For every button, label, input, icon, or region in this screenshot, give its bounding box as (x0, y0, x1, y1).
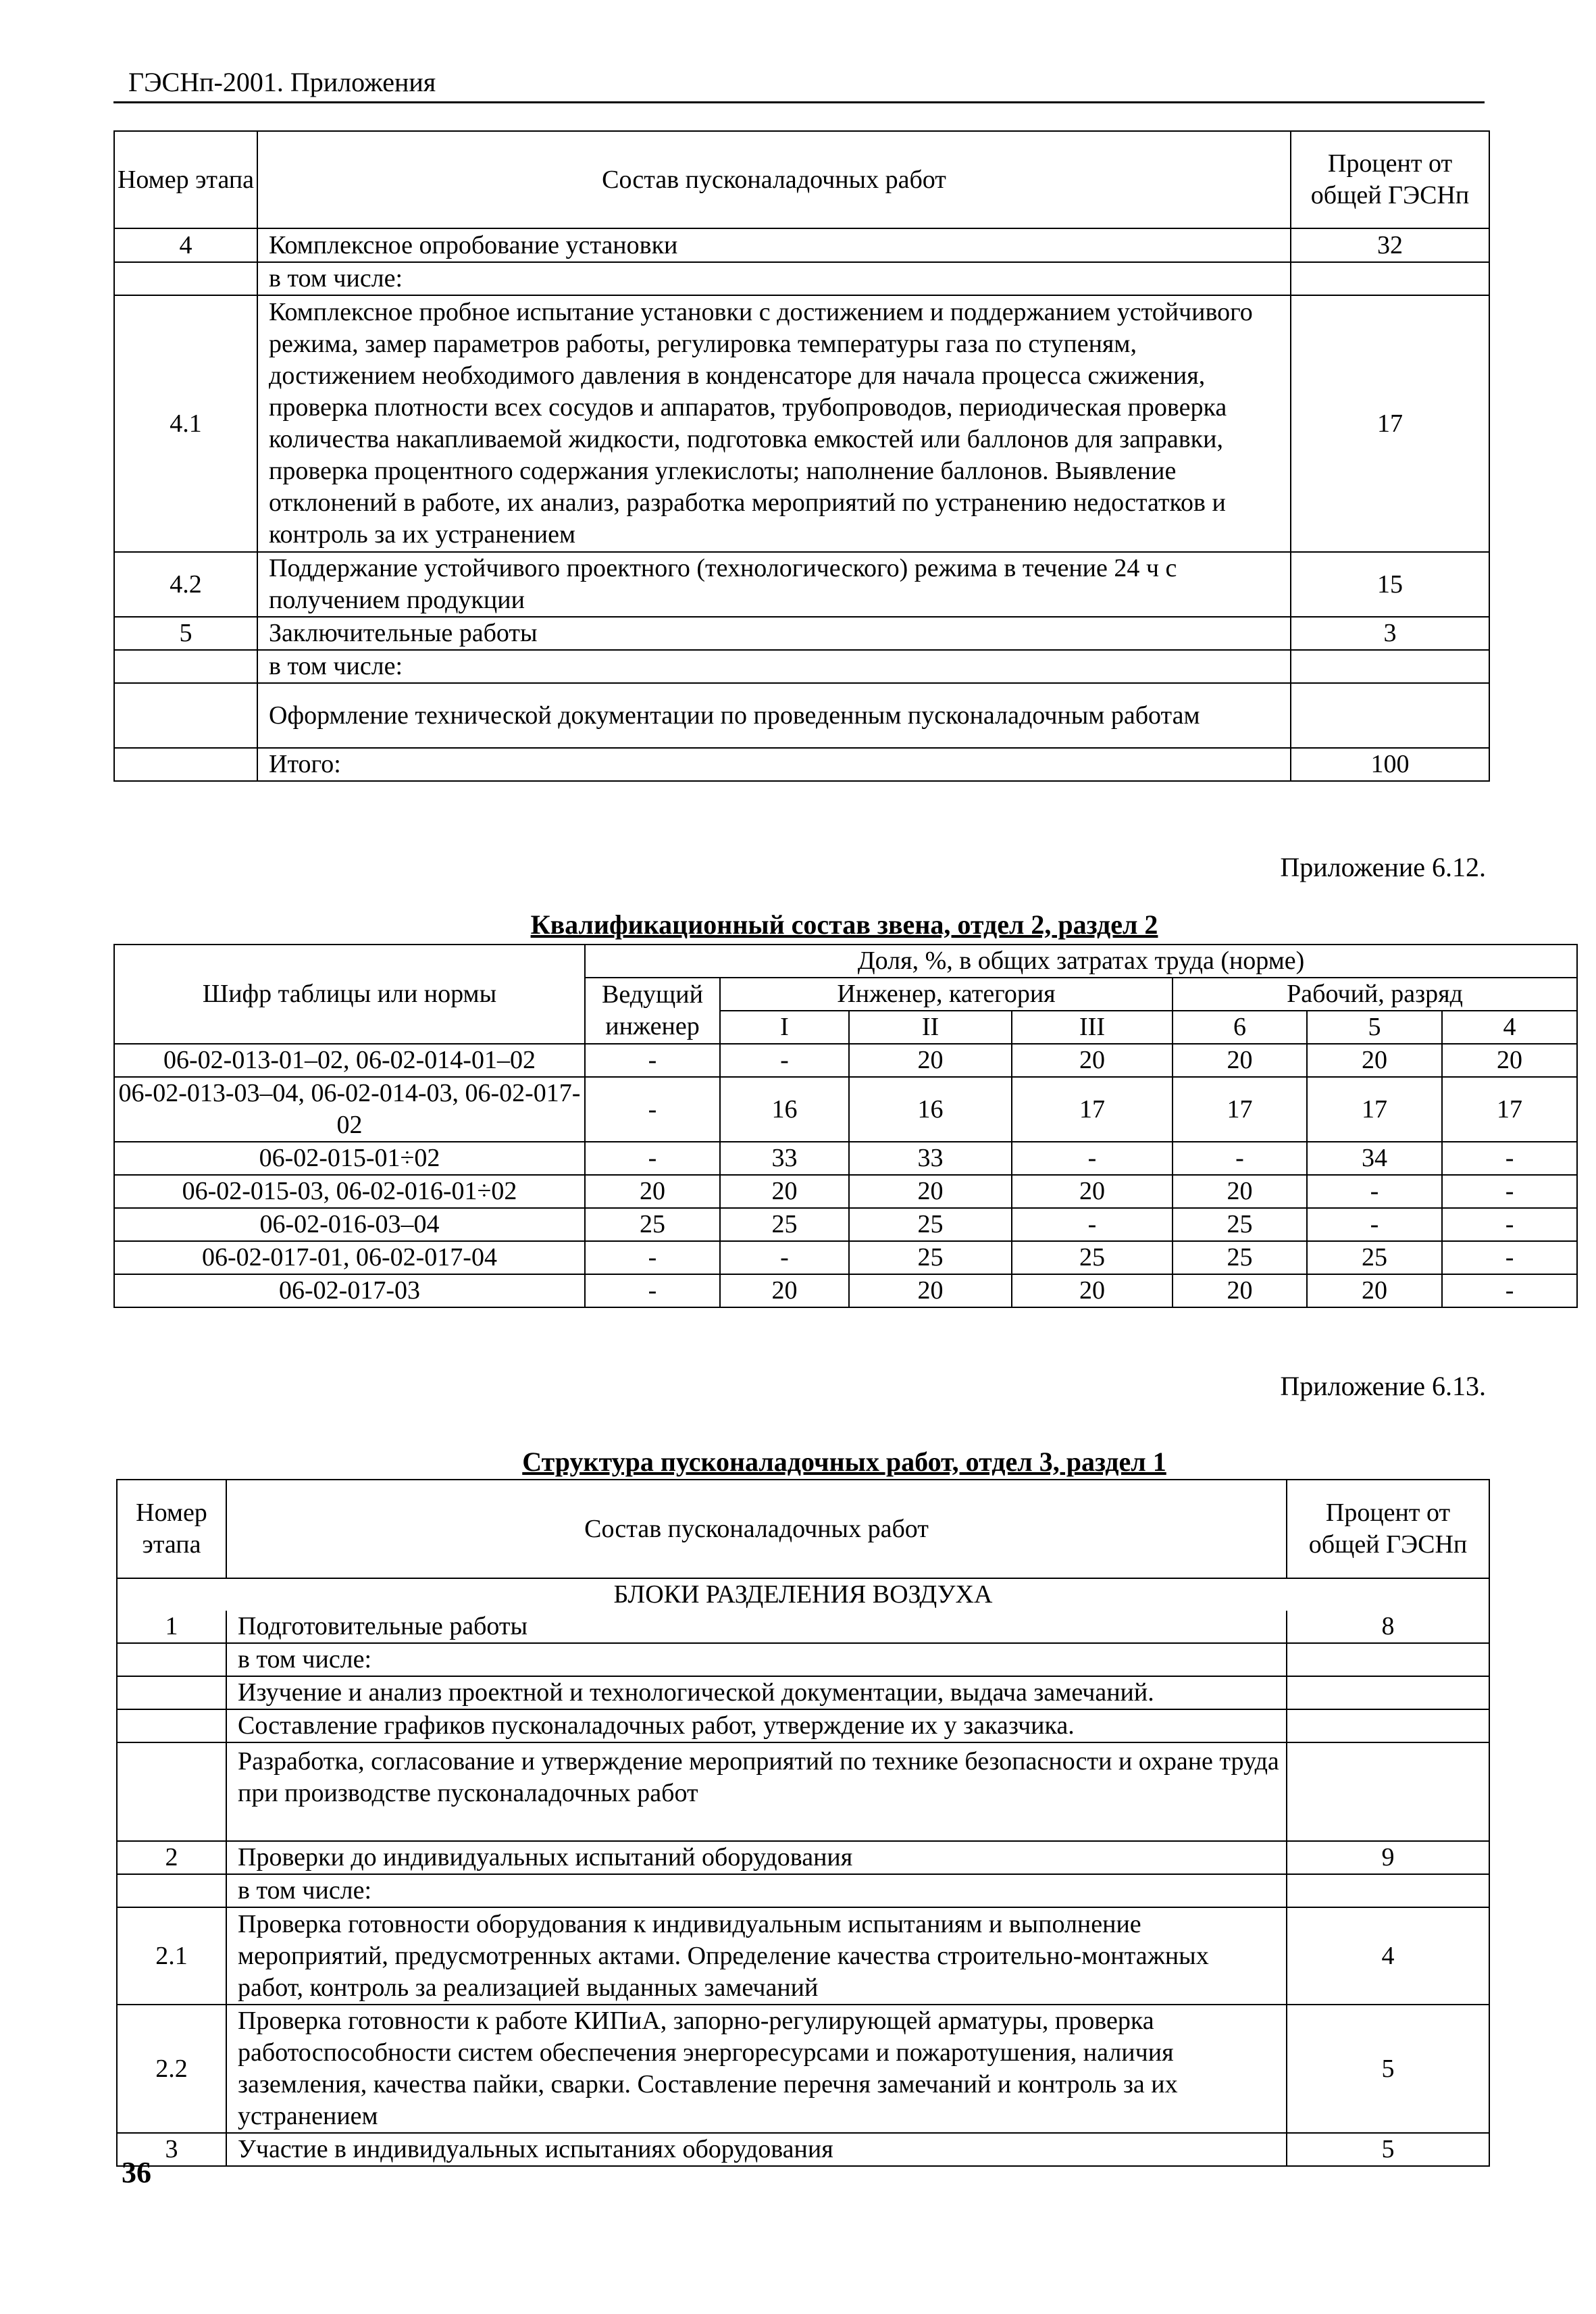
table-cell: - (720, 1044, 849, 1077)
col-header-worker-grade: Рабочий, разряд (1173, 978, 1577, 1011)
stage-number (114, 650, 257, 683)
page-number: 36 (122, 2156, 151, 2189)
stage-percent: 4 (1287, 1907, 1489, 2005)
table-cell: - (1012, 1142, 1173, 1175)
stage-composition: Поддержание устойчивого проектного (технологического) режима в течение 24 ч с получением продукции (257, 552, 1291, 617)
stage-percent (1287, 1676, 1489, 1709)
table-cell: - (1307, 1208, 1442, 1241)
table-cell: 20 (1173, 1274, 1307, 1307)
table-cell: 20 (849, 1274, 1012, 1307)
stage-composition: Составление графиков пусконаладочных работ, утверждение их у заказчика. (226, 1709, 1287, 1742)
stage-number (117, 1676, 226, 1709)
stage-percent: 17 (1291, 295, 1489, 552)
table-cell: - (585, 1044, 720, 1077)
table-cell: - (585, 1274, 720, 1307)
table-cell: 25 (1173, 1208, 1307, 1241)
stage-composition: в том числе: (257, 262, 1291, 295)
stage-percent (1291, 262, 1489, 295)
col-header-code: Шифр таблицы или нормы (114, 945, 585, 1044)
table-cell: 33 (849, 1142, 1012, 1175)
table-cell: - (720, 1241, 849, 1274)
table-cell: 25 (1012, 1241, 1173, 1274)
col-header-engineer-category: Инженер, категория (720, 978, 1173, 1011)
norm-code: 06-02-016-03–04 (114, 1208, 585, 1241)
stage-composition: Заключительные работы (257, 617, 1291, 650)
col-header-composition: Состав пусконаладочных работ (257, 131, 1291, 228)
norm-code: 06-02-013-03–04, 06-02-014-03, 06-02-017-02 (114, 1077, 585, 1142)
qualification-table (113, 944, 1578, 1308)
norm-code: 06-02-017-01, 06-02-017-04 (114, 1241, 585, 1274)
stage-number: 4 (114, 228, 257, 262)
stage-percent: 32 (1291, 228, 1489, 262)
stage-number: 2.2 (117, 2005, 226, 2133)
stage-percent (1291, 683, 1489, 748)
col-header-stage-number: Номер этапа (117, 1480, 226, 1578)
stage-composition: Подготовительные работы (226, 1611, 1287, 1643)
table-caption: Квалификационный состав звена, отдел 2, раздел 2 (530, 909, 1158, 940)
stage-number (117, 1742, 226, 1841)
col-header-sub: 6 (1173, 1011, 1307, 1044)
table-cell: 17 (1012, 1077, 1173, 1142)
table-cell: 25 (1173, 1241, 1307, 1274)
stage-number (117, 1643, 226, 1676)
stage-number: 2.1 (117, 1907, 226, 2005)
stage-number (117, 1874, 226, 1907)
table-cell: - (1012, 1208, 1173, 1241)
header-rule (113, 101, 1485, 103)
stage-percent (1287, 1709, 1489, 1742)
table-cell: 20 (1012, 1274, 1173, 1307)
table-cell: 20 (720, 1175, 849, 1208)
stages-table-1 (113, 130, 1490, 782)
stage-percent: 5 (1287, 2005, 1489, 2133)
table-cell: - (585, 1077, 720, 1142)
table-cell: 33 (720, 1142, 849, 1175)
appendix-label-6-12: Приложение 6.12. (1280, 852, 1486, 882)
stage-composition: Разработка, согласование и утверждение мероприятий по технике безопасности и охране труда при производстве пусконаладочных работ (226, 1742, 1287, 1841)
col-header-percent: Процент от общей ГЭСНп (1287, 1480, 1489, 1578)
norm-code: 06-02-015-01÷02 (114, 1142, 585, 1175)
stage-percent (1291, 650, 1489, 683)
col-header-sub: 5 (1307, 1011, 1442, 1044)
table-cell: 17 (1442, 1077, 1577, 1142)
norm-code: 06-02-017-03 (114, 1274, 585, 1307)
table-cell: 25 (585, 1208, 720, 1241)
stage-number (114, 262, 257, 295)
table-cell: 20 (585, 1175, 720, 1208)
table-cell: 20 (1173, 1175, 1307, 1208)
stage-number (114, 683, 257, 748)
stage-number (117, 1709, 226, 1742)
stage-percent (1287, 1643, 1489, 1676)
total-percent: 100 (1291, 748, 1489, 781)
stage-composition: Комплексное пробное испытание установки с достижением и поддержанием устойчивого режима, замер параметров работы, регулировка температуры газа по ступеням, достижением необходимого давления в конденсаторе для начала процесса сжижения, проверка плотности всех сосудов и аппаратов, трубопроводов, периодическая проверка количества накапливаемой жидкости, подготовка емкостей или баллонов для заправки, проверка процентного содержания углекислоты; наполнение баллонов. Выявление отклонений в работе, их анализ, разработка мероприятий по устранению недостатков и контроль за их устранением (257, 295, 1291, 552)
stage-percent: 15 (1291, 552, 1489, 617)
table-cell: 20 (1173, 1044, 1307, 1077)
table-cell: 17 (1307, 1077, 1442, 1142)
norm-code: 06-02-013-01–02, 06-02-014-01–02 (114, 1044, 585, 1077)
stage-composition: Проверки до индивидуальных испытаний оборудования (226, 1841, 1287, 1874)
col-header-stage-number: Номер этапа (114, 131, 257, 228)
stage-percent: 9 (1287, 1841, 1489, 1874)
table-cell: 16 (849, 1077, 1012, 1142)
stage-composition: в том числе: (257, 650, 1291, 683)
stage-number: 2 (117, 1841, 226, 1874)
stage-number: 4.1 (114, 295, 257, 552)
col-header-sub: III (1012, 1011, 1173, 1044)
stage-percent: 3 (1291, 617, 1489, 650)
table-cell: - (1442, 1241, 1577, 1274)
table-cell: 25 (720, 1208, 849, 1241)
stage-number: 3 (117, 2133, 226, 2166)
table-cell: 17 (1173, 1077, 1307, 1142)
col-header-sub: 4 (1442, 1011, 1577, 1044)
table-cell: - (1442, 1208, 1577, 1241)
stage-composition: Изучение и анализ проектной и технологической документации, выдача замечаний. (226, 1676, 1287, 1709)
norm-code: 06-02-015-03, 06-02-016-01÷02 (114, 1175, 585, 1208)
table-cell: - (1307, 1175, 1442, 1208)
stage-composition: Проверка готовности оборудования к индивидуальным испытаниям и выполнение мероприятий, предусмотренных актами. Определение качества строительно-монтажных работ, контроль за реализацией выданных замечаний (226, 1907, 1287, 2005)
table-cell: - (1173, 1142, 1307, 1175)
col-header-sub: I (720, 1011, 849, 1044)
stage-composition: в том числе: (226, 1643, 1287, 1676)
table-cell: 25 (849, 1208, 1012, 1241)
table-cell: 25 (849, 1241, 1012, 1274)
stage-number: 1 (117, 1611, 226, 1643)
stage-percent: 8 (1287, 1611, 1489, 1643)
table-cell: 20 (1012, 1044, 1173, 1077)
table-cell: 20 (1012, 1175, 1173, 1208)
stage-composition: Оформление технической документации по проведенным пусконаладочным работам (257, 683, 1291, 748)
table-cell: - (1442, 1274, 1577, 1307)
table-cell: 20 (1442, 1044, 1577, 1077)
section-heading: БЛОКИ РАЗДЕЛЕНИЯ ВОЗДУХА (117, 1578, 1489, 1611)
col-header-percent: Процент от общей ГЭСНп (1291, 131, 1489, 228)
total-label: Итого: (257, 748, 1291, 781)
stage-number: 5 (114, 617, 257, 650)
table-cell: 20 (1307, 1274, 1442, 1307)
table-cell: 20 (849, 1175, 1012, 1208)
running-header: ГЭСНп-2001. Приложения (128, 67, 436, 97)
stage-composition: в том числе: (226, 1874, 1287, 1907)
table-cell: 34 (1307, 1142, 1442, 1175)
table-cell: 20 (849, 1044, 1012, 1077)
appendix-label-6-13: Приложение 6.13. (1280, 1371, 1486, 1401)
stage-composition: Участие в индивидуальных испытаниях оборудования (226, 2133, 1287, 2166)
stage-percent (1287, 1742, 1489, 1841)
col-header-composition: Состав пусконаладочных работ (226, 1480, 1287, 1578)
col-header-sub: II (849, 1011, 1012, 1044)
table-caption: Структура пусконаладочных работ, отдел 3, раздел 1 (522, 1447, 1166, 1477)
table-cell: 20 (720, 1274, 849, 1307)
stages-table-3 (116, 1479, 1490, 2167)
col-header-labor-share: Доля, %, в общих затратах труда (норме) (585, 945, 1577, 978)
stage-composition: Комплексное опробование установки (257, 228, 1291, 262)
stage-number: 4.2 (114, 552, 257, 617)
stage-percent (1287, 1874, 1489, 1907)
stage-composition: Проверка готовности к работе КИПиА, запорно-регулирующей арматуры, проверка работоспособности систем обеспечения энергоресурсами и пожаротушения, наличия заземления, качества пайки, сварки. Составление перечня замечаний и контроль за их устранением (226, 2005, 1287, 2133)
table-cell: - (1442, 1142, 1577, 1175)
table-cell: - (1442, 1175, 1577, 1208)
stage-percent: 5 (1287, 2133, 1489, 2166)
table-cell: - (585, 1241, 720, 1274)
table-cell: 25 (1307, 1241, 1442, 1274)
stage-number (114, 748, 257, 781)
table-cell: 16 (720, 1077, 849, 1142)
table-cell: - (585, 1142, 720, 1175)
table-cell: 20 (1307, 1044, 1442, 1077)
col-header-lead-engineer: Ведущий инженер (585, 978, 720, 1044)
